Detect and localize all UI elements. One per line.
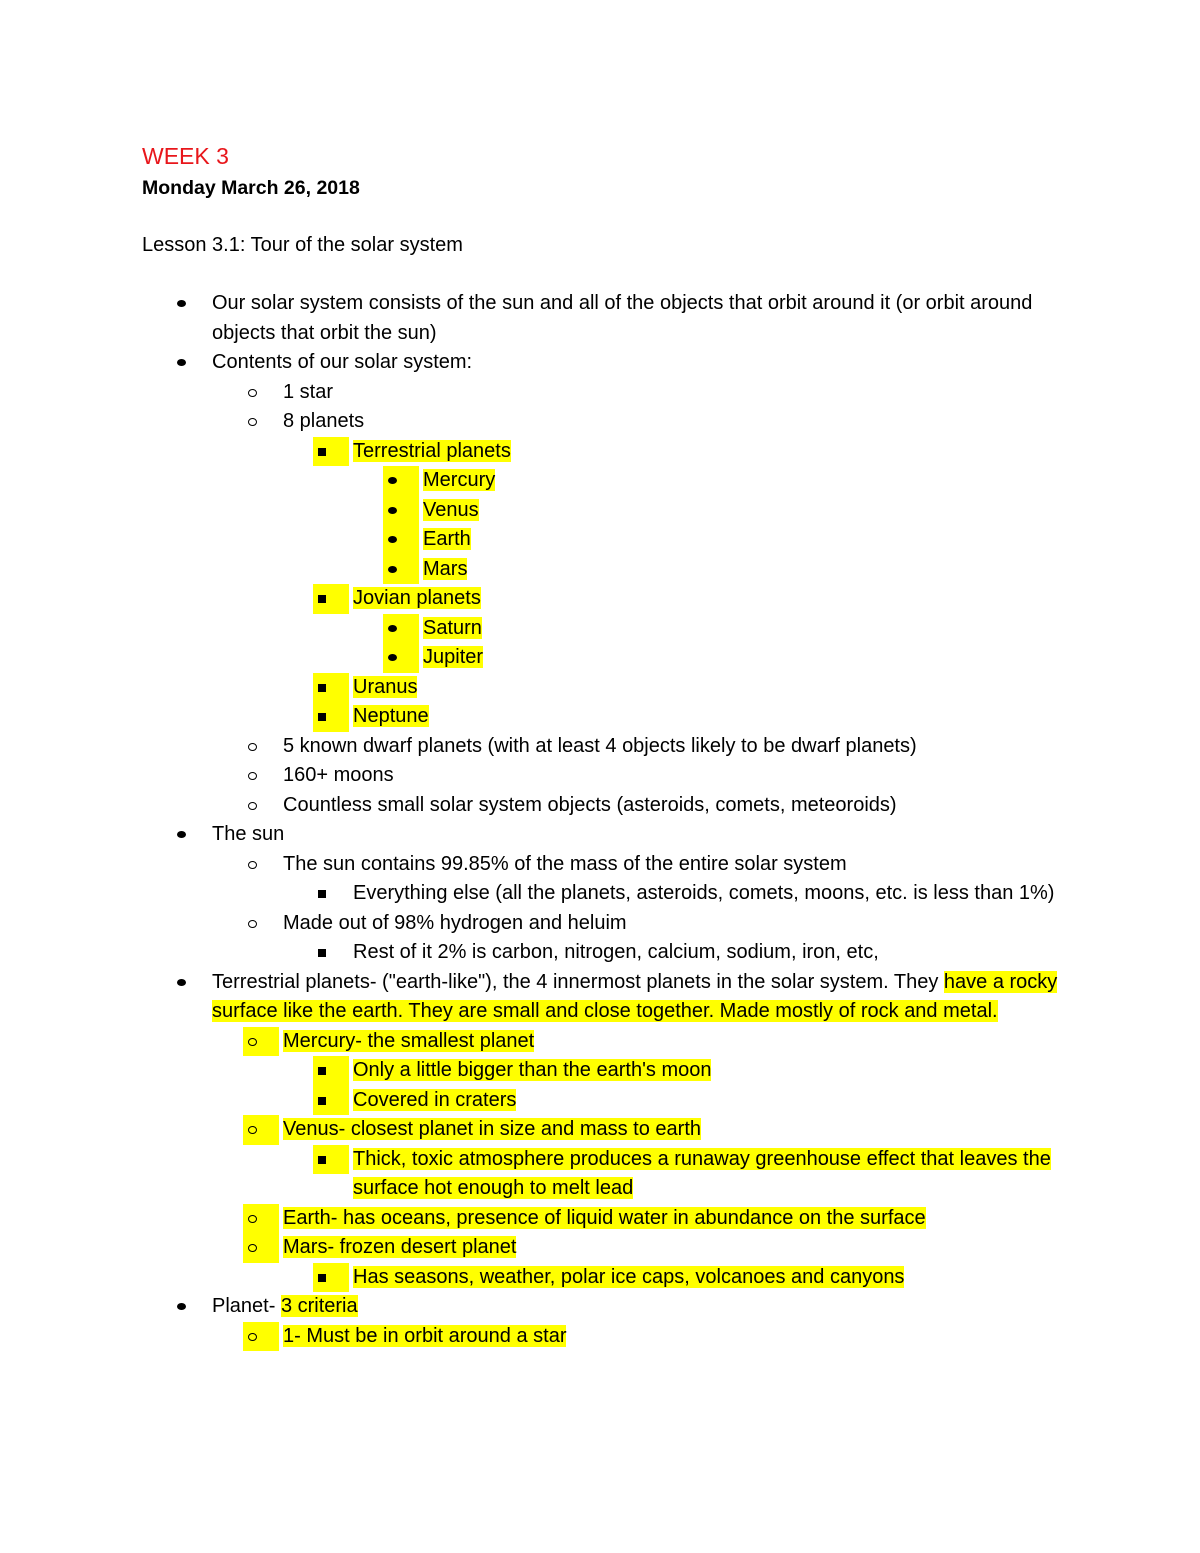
list-item	[142, 584, 1062, 614]
list-item	[142, 437, 1062, 467]
list-item	[142, 732, 1062, 762]
list-item	[142, 1056, 1062, 1086]
list-item	[142, 289, 1062, 348]
square-bullet-icon	[313, 1086, 349, 1116]
list-item	[142, 1027, 1062, 1057]
list-item	[142, 407, 1062, 437]
list-item-text: Venus- closest planet in size and mass to earth	[283, 1118, 702, 1140]
list-item-text: The sun	[212, 823, 285, 845]
list-item-text: Terrestrial planets- ("earth-like"), the 4 innermost planets in the solar system. They	[212, 970, 944, 993]
highlighted-text: have a rocky surface like the earth. They are small and close together. Made mostly of rock and metal.	[212, 970, 1058, 1022]
list-item-text: Saturn	[423, 616, 482, 639]
list-item	[142, 348, 1062, 378]
list-item-text: 8 planets	[283, 410, 365, 432]
list-item	[142, 702, 1062, 732]
disc-bullet-icon	[383, 466, 419, 496]
disc-bullet-icon	[383, 496, 419, 526]
highlighted-text: 3 criteria	[280, 1295, 358, 1317]
list-item-text: Mercury- the smallest planet	[283, 1029, 535, 1052]
list-item-text: Contents of our solar system:	[212, 351, 473, 373]
disc-bullet-icon	[383, 614, 419, 644]
list-item-text: Earth	[423, 528, 471, 550]
list-item	[142, 673, 1062, 703]
list-item-text: 1 star	[283, 380, 334, 403]
disc-bullet-icon	[383, 643, 419, 673]
list-item-text: Jupiter	[423, 646, 484, 668]
list-item-text: Jovian planets	[353, 587, 481, 609]
circle-bullet-icon	[243, 1322, 279, 1352]
list-item-text: Made out of 98% hydrogen and heluim	[283, 911, 627, 934]
list-item-text: 1- Must be in orbit around a star	[283, 1324, 567, 1347]
list-item	[142, 850, 1062, 880]
list-item-text: Our solar system consists of the sun and all of the objects that orbit around it (or orbit around objects that orbit the sun)	[212, 292, 1033, 344]
list-item	[142, 1086, 1062, 1116]
list-item-text: Mars	[423, 557, 468, 580]
list-item	[142, 466, 1062, 496]
list-item	[142, 1292, 1062, 1322]
list-item	[142, 820, 1062, 850]
disc-bullet-icon	[383, 525, 419, 555]
list-item	[142, 761, 1062, 791]
list-item	[142, 614, 1062, 644]
list-item	[142, 909, 1062, 939]
list-item-text: 5 known dwarf planets (with at least 4 objects likely to be dwarf planets)	[283, 734, 917, 757]
list-item	[142, 378, 1062, 408]
list-item-text: Venus	[423, 498, 479, 521]
square-bullet-icon	[313, 702, 349, 732]
list-item	[142, 938, 1062, 968]
square-bullet-icon	[313, 1145, 349, 1175]
list-item	[142, 791, 1062, 821]
square-bullet-icon	[313, 1263, 349, 1293]
list-item	[142, 1145, 1062, 1204]
list-item	[142, 643, 1062, 673]
list-item-text: 160+ moons	[283, 764, 394, 786]
list-item-text: Mars- frozen desert planet	[283, 1236, 517, 1258]
circle-bullet-icon	[243, 1204, 279, 1234]
week-title: WEEK 3	[142, 143, 229, 169]
disc-bullet-icon	[383, 555, 419, 585]
list-item-text: Mercury	[423, 469, 496, 491]
square-bullet-icon	[313, 673, 349, 703]
document-page	[142, 140, 1062, 1351]
list-item-text: Thick, toxic atmosphere produces a runaway greenhouse effect that leaves the surface hot enough to melt lead	[353, 1147, 1051, 1199]
list-item	[142, 555, 1062, 585]
lesson-title: Lesson 3.1: Tour of the solar system	[142, 234, 463, 256]
notes-list	[142, 289, 1062, 1351]
list-item-text: Planet-	[212, 1295, 281, 1317]
circle-bullet-icon	[243, 1027, 279, 1057]
square-bullet-icon	[313, 1056, 349, 1086]
list-item	[142, 1115, 1062, 1145]
list-item	[142, 968, 1062, 1027]
list-item-text: Earth- has oceans, presence of liquid water in abundance on the surface	[283, 1206, 926, 1229]
circle-bullet-icon	[243, 1233, 279, 1263]
list-item	[142, 1322, 1062, 1352]
list-item	[142, 1204, 1062, 1234]
square-bullet-icon	[313, 584, 349, 614]
list-item	[142, 525, 1062, 555]
list-item-text: Covered in craters	[353, 1088, 517, 1111]
list-item	[142, 1233, 1062, 1263]
list-item-text: Countless small solar system objects (asteroids, comets, meteoroids)	[283, 793, 897, 816]
list-item-text: Terrestrial planets	[353, 439, 511, 462]
list-item	[142, 879, 1062, 909]
list-item-text: Has seasons, weather, polar ice caps, volcanoes and canyons	[353, 1265, 905, 1288]
list-item-text: Everything else (all the planets, asteroids, comets, moons, etc. is less than 1%)	[353, 882, 1055, 904]
list-item	[142, 1263, 1062, 1293]
list-item-text: Uranus	[353, 675, 418, 698]
date-heading: Monday March 26, 2018	[142, 177, 360, 199]
list-item-text: Rest of it 2% is carbon, nitrogen, calcium, sodium, iron, etc,	[353, 941, 879, 963]
circle-bullet-icon	[243, 1115, 279, 1145]
list-item-text: Neptune	[353, 705, 429, 727]
list-item-text: The sun contains 99.85% of the mass of the entire solar system	[283, 852, 847, 875]
list-item	[142, 496, 1062, 526]
square-bullet-icon	[313, 437, 349, 467]
list-item-text: Only a little bigger than the earth's moon	[353, 1059, 712, 1081]
